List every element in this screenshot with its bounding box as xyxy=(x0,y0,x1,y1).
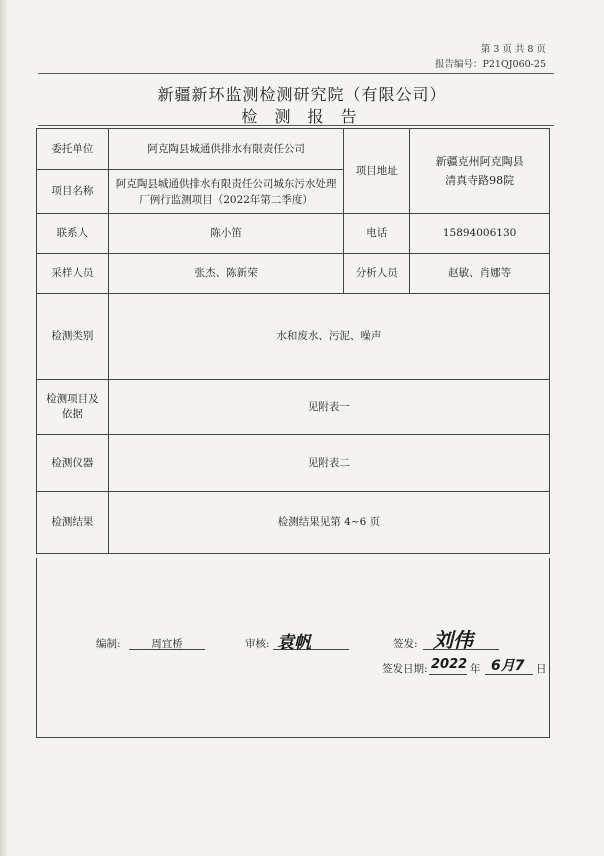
table-row xyxy=(37,435,550,492)
date-month-day: 6月7 xyxy=(491,658,525,674)
client-label: 委托单位 xyxy=(37,129,109,170)
title-rule xyxy=(38,125,554,126)
address-line-1: 新疆克州阿克陶县 xyxy=(435,155,524,168)
phone-label: 电话 xyxy=(344,214,410,254)
instrument-value: 见附表二 xyxy=(108,435,549,492)
address-value xyxy=(410,129,550,214)
analyst-value: 赵敏、肖娜等 xyxy=(410,254,550,294)
client-value: 阿克陶县城通供排水有限责任公司 xyxy=(108,129,343,170)
sampler-label: 采样人员 xyxy=(37,254,109,294)
date-year: 2022 xyxy=(431,657,468,672)
address-label: 项目地址 xyxy=(344,129,410,214)
issuer-signature: 刘伟 xyxy=(433,628,473,652)
organization-title: 新疆新环监测检测研究院（有限公司） xyxy=(157,85,447,104)
phone-value: 15894006130 xyxy=(410,214,550,254)
day-unit: 日 xyxy=(536,663,547,675)
editor-value: 周宜桥 xyxy=(151,638,183,650)
items-label: 检测项目及依据 xyxy=(37,380,109,435)
table-row xyxy=(37,294,550,380)
page-info: 第 3 页 共 8 页 xyxy=(480,44,546,55)
address-line-2: 清真寺路98院 xyxy=(445,174,515,187)
date-label: 签发日期: xyxy=(382,663,428,675)
year-unit: 年 xyxy=(470,663,481,675)
contact-label: 联系人 xyxy=(37,214,109,254)
analyst-label: 分析人员 xyxy=(344,254,410,294)
table-row xyxy=(37,380,550,435)
table-row xyxy=(37,214,550,254)
table-row xyxy=(37,254,550,294)
signature-area xyxy=(36,558,550,738)
project-value: 阿克陶县城通供排水有限责任公司城东污水处理厂例行监测项目（2022年第二季度） xyxy=(108,170,343,214)
instrument-label: 检测仪器 xyxy=(37,435,109,492)
contact-value: 陈小笛 xyxy=(108,214,343,254)
sampler-value: 张杰、陈新荣 xyxy=(108,254,343,294)
project-label: 项目名称 xyxy=(37,170,109,214)
category-value: 水和废水、污泥、噪声 xyxy=(108,294,549,380)
category-label: 检测类别 xyxy=(37,294,109,380)
report-number: 报告编号：P21QJ060-25 xyxy=(434,59,546,70)
header-info xyxy=(435,42,546,72)
header-rule xyxy=(38,73,554,74)
result-value: 检测结果见第 4~6 页 xyxy=(108,492,549,554)
table-row xyxy=(37,129,550,170)
items-value: 见附表一 xyxy=(108,380,549,435)
editor-label: 编制: xyxy=(96,638,121,650)
page-edge xyxy=(0,0,8,856)
report-info-table xyxy=(36,128,550,554)
issuer-label: 签发: xyxy=(393,638,418,650)
reviewer-signature: 袁帆 xyxy=(277,633,311,653)
result-label: 检测结果 xyxy=(37,492,109,554)
table-row xyxy=(37,492,550,554)
report-title: 检 测 报 告 xyxy=(241,107,363,126)
reviewer-label: 审核: xyxy=(245,638,270,650)
